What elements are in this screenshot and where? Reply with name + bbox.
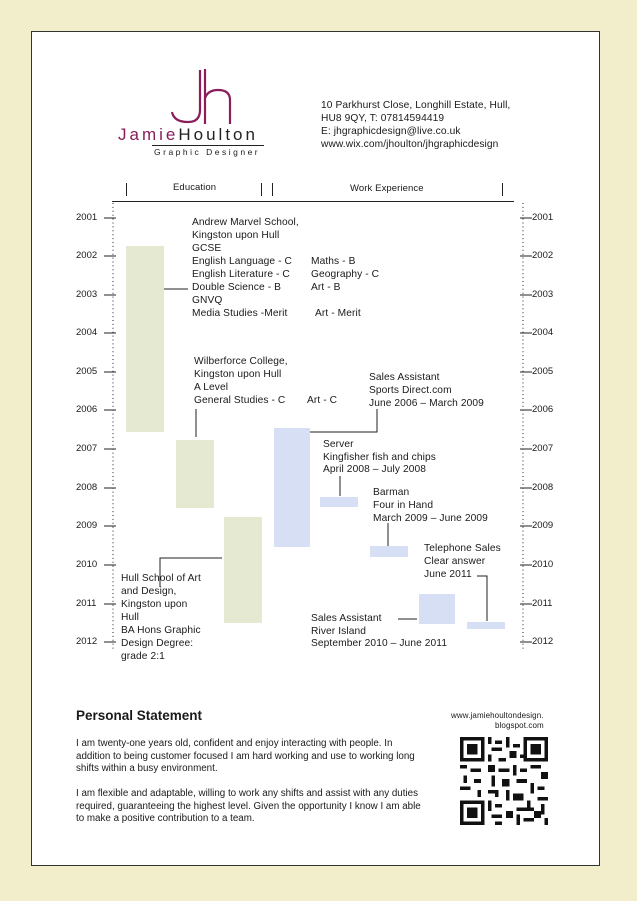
edu-university-line: Hull School of Art xyxy=(121,573,201,584)
year-label-left: 2007 xyxy=(76,443,98,454)
qr-url-line[interactable]: blogspot.com xyxy=(495,721,544,730)
year-label-right: 2009 xyxy=(532,520,554,531)
work-company: River Island xyxy=(311,626,366,637)
year-label-right: 2008 xyxy=(532,482,554,493)
qr-url-line[interactable]: www.jamiehoultondesign. xyxy=(451,711,544,720)
work-label: Work Experience xyxy=(350,183,424,194)
qr-code-icon[interactable] xyxy=(460,737,548,825)
edu-grade-right: Art - Merit xyxy=(315,308,361,319)
work-dates: March 2009 – June 2009 xyxy=(373,513,488,524)
edu-school-line: Andrew Marvel School, xyxy=(192,217,299,228)
edu-university-line: Kingston upon xyxy=(121,599,188,610)
year-label-left: 2005 xyxy=(76,366,98,377)
work-company: Four in Hand xyxy=(373,500,434,511)
year-label-right: 2006 xyxy=(532,404,554,415)
year-label-right: 2010 xyxy=(532,559,554,570)
edu-university-line: grade 2:1 xyxy=(121,651,165,662)
contact-address-2: HU8 9QY, T: 07814594419 xyxy=(321,113,445,124)
year-label-left: 2010 xyxy=(76,559,98,570)
edu-college-line: Kingston upon Hull xyxy=(194,369,282,380)
year-label-right: 2012 xyxy=(532,636,554,647)
education-label: Education xyxy=(173,182,217,193)
edu-grade-right: Art - C xyxy=(307,395,338,406)
year-label-right: 2007 xyxy=(532,443,554,454)
work-role: Sales Assistant xyxy=(311,613,382,624)
work-role: Sales Assistant xyxy=(369,372,440,383)
work-dates: June 2011 xyxy=(424,569,472,580)
contact-website[interactable]: www.wix.com/jhoulton/jhgraphicdesign xyxy=(321,139,499,150)
year-label-left: 2011 xyxy=(76,598,97,609)
year-label-left: 2006 xyxy=(76,404,98,415)
year-label-left: 2001 xyxy=(76,212,98,223)
year-label-right: 2004 xyxy=(532,327,554,338)
edu-qualification: GCSE xyxy=(192,243,222,254)
work-company: Kingfisher fish and chips xyxy=(323,452,436,463)
edu-grade-right: Geography - C xyxy=(311,269,380,280)
year-label-right: 2011 xyxy=(532,598,553,609)
edu-school-line: Kingston upon Hull xyxy=(192,230,280,241)
year-label-right: 2002 xyxy=(532,250,554,261)
edu-college-line: Wilberforce College, xyxy=(194,356,288,367)
work-role: Telephone Sales xyxy=(424,543,501,554)
year-label-left: 2003 xyxy=(76,289,98,300)
year-label-left: 2002 xyxy=(76,250,98,261)
work-company: Sports Direct.com xyxy=(369,385,452,396)
personal-statement-paragraph: I am flexible and adaptable, willing to work any shifts and assist with any duties required, guaranteeing the highest level. Given the opportunity I know I am able to make a positive contribution to a team. xyxy=(76,788,421,825)
year-label-right: 2003 xyxy=(532,289,554,300)
edu-university-line: Design Degree: xyxy=(121,638,194,649)
work-dates: September 2010 – June 2011 xyxy=(311,638,448,649)
personal-statement-title: Personal Statement xyxy=(76,708,203,723)
year-label-left: 2004 xyxy=(76,327,98,338)
contact-address-1: 10 Parkhurst Close, Longhill Estate, Hull, xyxy=(321,100,511,111)
edu-grade-left: English Language - C xyxy=(192,256,292,267)
edu-university-line: BA Hons Graphic xyxy=(121,625,201,636)
edu-grade-left: English Literature - C xyxy=(192,269,290,280)
personal-statement-paragraph: I am twenty-one years old, confident and enjoy interacting with people. In addition to being customer focused I am hard working and use to working long shifts within a busy environment. xyxy=(76,738,415,775)
year-label-right: 2005 xyxy=(532,366,554,377)
logo-job-title: Graphic Designer xyxy=(154,147,261,157)
edu-grade-right: Art - B xyxy=(311,282,341,293)
work-role: Barman xyxy=(373,487,410,498)
logo-last-name: Houlton xyxy=(178,125,258,144)
edu-qualification: GNVQ xyxy=(192,295,223,306)
year-label-left: 2008 xyxy=(76,482,98,493)
edu-grade-left: Double Science - B xyxy=(192,282,282,293)
work-dates: April 2008 – July 2008 xyxy=(323,464,427,475)
edu-grade-right: Maths - B xyxy=(311,256,356,267)
year-label-left: 2009 xyxy=(76,520,98,531)
logo-first-name: Jamie xyxy=(118,125,179,144)
year-label-left: 2012 xyxy=(76,636,98,647)
edu-qualification: A Level xyxy=(194,382,229,393)
work-company: Clear answer xyxy=(424,556,486,567)
edu-university-line: Hull xyxy=(121,612,139,623)
year-label-right: 2001 xyxy=(532,212,554,223)
work-dates: June 2006 – March 2009 xyxy=(369,398,484,409)
edu-university-line: and Design, xyxy=(121,586,177,597)
work-role: Server xyxy=(323,439,354,450)
edu-grade-left: Media Studies -Merit xyxy=(192,308,288,319)
contact-email[interactable]: E: jhgraphicdesign@live.co.uk xyxy=(321,126,461,137)
edu-grade-left: General Studies - C xyxy=(194,395,286,406)
